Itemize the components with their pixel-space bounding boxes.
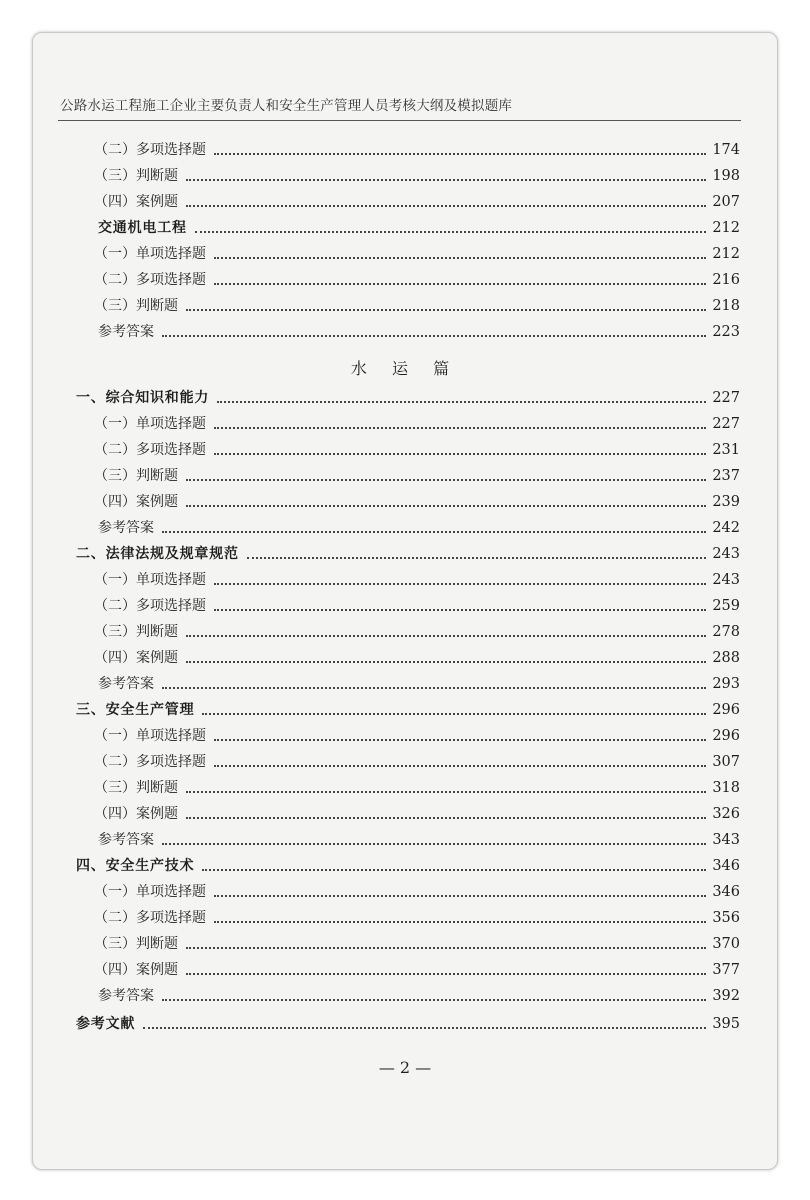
toc-entry-page: 392 (712, 988, 740, 1004)
toc-entry-label: （二）多项选择题 (94, 272, 206, 288)
toc-entry (94, 438, 740, 460)
toc-entry (94, 138, 740, 160)
toc-entry-label: （二）多项选择题 (94, 142, 206, 158)
toc-entry-page: 237 (712, 468, 740, 484)
toc-entry-label: 二、法律法规及规章规范 (76, 546, 239, 562)
dot-leader (214, 609, 706, 611)
toc-entry-label: （四）案例题 (94, 494, 178, 510)
toc-entry-label: 参考答案 (98, 832, 154, 848)
toc-entry-page: 174 (712, 142, 740, 158)
toc-entry-label: （一）单项选择题 (94, 884, 206, 900)
dot-leader (162, 999, 706, 1001)
dot-leader (186, 205, 706, 207)
toc-entry-page: 370 (712, 936, 740, 952)
page-number: — 2 — (378, 1058, 432, 1077)
toc-entry (94, 776, 740, 798)
dot-leader (214, 583, 706, 585)
toc-entry-page: 243 (712, 546, 740, 562)
toc-entry-page: 198 (712, 168, 740, 184)
toc-entry-page: 243 (712, 572, 740, 588)
toc-entry-label: 参考答案 (98, 324, 154, 340)
toc-entry (98, 984, 740, 1006)
dot-leader (214, 453, 706, 455)
dot-leader (186, 479, 706, 481)
toc-entry-label: （一）单项选择题 (94, 416, 206, 432)
toc-entry (98, 672, 740, 694)
toc-entry (94, 724, 740, 746)
toc-entry-label: （三）判断题 (94, 298, 178, 314)
toc-entry (94, 568, 740, 590)
toc-entry-page: 377 (712, 962, 740, 978)
dot-leader (195, 231, 707, 233)
dot-leader (214, 257, 706, 259)
toc-entry-page: 242 (712, 520, 740, 536)
toc-entry (94, 464, 740, 486)
toc-entry-page: 318 (712, 780, 740, 796)
toc-entry (98, 216, 740, 238)
toc-entry (94, 906, 740, 928)
dot-leader (162, 335, 706, 337)
toc-entry-page: 395 (712, 1016, 740, 1032)
dot-leader (247, 557, 707, 559)
toc-entry-label: （三）判断题 (94, 936, 178, 952)
toc-entry-label: （三）判断题 (94, 168, 178, 184)
toc-entry-label: 参考文献 (76, 1016, 136, 1032)
toc-entry-label: 参考答案 (98, 520, 154, 536)
dot-leader (186, 791, 706, 793)
toc-entry (94, 190, 740, 212)
toc-entry-label: （四）案例题 (94, 650, 178, 666)
toc-entry-page: 216 (712, 272, 740, 288)
dot-leader (186, 817, 706, 819)
toc-entry-page: 212 (712, 246, 740, 262)
dot-leader (217, 401, 706, 403)
toc-entry-page: 207 (712, 194, 740, 210)
toc-entry-page: 346 (712, 858, 740, 874)
dot-leader (214, 427, 706, 429)
toc-entry-label: （四）案例题 (94, 194, 178, 210)
toc-entry-label: 参考答案 (98, 676, 154, 692)
toc-entry-page: 346 (712, 884, 740, 900)
toc-entry-label: （三）判断题 (94, 780, 178, 796)
toc-entry-page: 293 (712, 676, 740, 692)
dot-leader (186, 973, 706, 975)
toc-entry (76, 698, 740, 720)
toc-entry-label: （二）多项选择题 (94, 910, 206, 926)
toc-entry (76, 1012, 740, 1034)
toc-entry-label: （四）案例题 (94, 806, 178, 822)
toc-entry-page: 239 (712, 494, 740, 510)
dot-leader (143, 1027, 706, 1029)
toc-entry (94, 268, 740, 290)
toc-entry-label: （一）单项选择题 (94, 728, 206, 744)
dot-leader (214, 739, 706, 741)
toc-entry (98, 828, 740, 850)
toc-entry (94, 620, 740, 642)
toc-entry-label: 参考答案 (98, 988, 154, 1004)
toc-entry-page: 212 (712, 220, 740, 236)
toc-entry-label: 三、安全生产管理 (76, 702, 195, 718)
dot-leader (186, 661, 706, 663)
dot-leader (186, 505, 706, 507)
toc-entry (94, 412, 740, 434)
toc-entry-page: 343 (712, 832, 740, 848)
toc-entry (94, 294, 740, 316)
toc-entry (76, 854, 740, 876)
toc-entry (94, 958, 740, 980)
dot-leader (214, 921, 706, 923)
toc-entry (94, 880, 740, 902)
toc-entry-page: 288 (712, 650, 740, 666)
toc-entry-label: （一）单项选择题 (94, 246, 206, 262)
toc-entry (76, 542, 740, 564)
toc-entry-label: （三）判断题 (94, 624, 178, 640)
toc-entry-page: 231 (712, 442, 740, 458)
toc-entry-page: 326 (712, 806, 740, 822)
dot-leader (186, 309, 706, 311)
toc-entry-page: 218 (712, 298, 740, 314)
toc-entry-page: 296 (712, 702, 740, 718)
toc-entry (94, 750, 740, 772)
toc-entry-label: 一、综合知识和能力 (76, 390, 210, 406)
toc-entry (94, 594, 740, 616)
toc-entry-label: （一）单项选择题 (94, 572, 206, 588)
toc-entry-label: 四、安全生产技术 (76, 858, 195, 874)
dot-leader (214, 153, 706, 155)
toc-entry-page: 307 (712, 754, 740, 770)
toc-entry-label: （二）多项选择题 (94, 754, 206, 770)
dot-leader (162, 843, 706, 845)
toc-entry-label: 交通机电工程 (98, 220, 187, 236)
toc-entry-label: （二）多项选择题 (94, 598, 206, 614)
toc-entry-label: （二）多项选择题 (94, 442, 206, 458)
toc-entry (94, 802, 740, 824)
dot-leader (162, 687, 706, 689)
dot-leader (186, 179, 706, 181)
toc-entry-page: 223 (712, 324, 740, 340)
dot-leader (186, 635, 706, 637)
toc-entry (94, 242, 740, 264)
dot-leader (214, 283, 706, 285)
toc-entry-label: （三）判断题 (94, 468, 178, 484)
section-title: 水 运 篇 (350, 359, 460, 378)
dot-leader (214, 765, 706, 767)
toc-entry (98, 320, 740, 342)
toc-entry (94, 490, 740, 512)
toc-entry (94, 164, 740, 186)
toc-entry-page: 259 (712, 598, 740, 614)
running-header: 公路水运工程施工企业主要负责人和安全生产管理人员考核大纲及模拟题库 (60, 98, 513, 114)
toc-entry (76, 386, 740, 408)
dot-leader (202, 713, 706, 715)
toc-entry-page: 356 (712, 910, 740, 926)
toc-entry-page: 296 (712, 728, 740, 744)
toc-entry (98, 516, 740, 538)
dot-leader (214, 895, 706, 897)
dot-leader (202, 869, 706, 871)
toc-entry-page: 227 (712, 416, 740, 432)
toc-entry (94, 646, 740, 668)
toc-entry-page: 278 (712, 624, 740, 640)
toc-entry-page: 227 (712, 390, 740, 406)
toc-entry-label: （四）案例题 (94, 962, 178, 978)
toc-entry (94, 932, 740, 954)
dot-leader (162, 531, 706, 533)
dot-leader (186, 947, 706, 949)
